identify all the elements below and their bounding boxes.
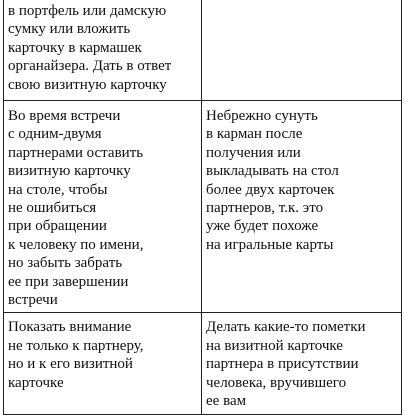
cell-line: Во время встречи: [8, 108, 121, 124]
cell-line: выкладывать на стол: [206, 163, 339, 180]
cell-line: органайзера. Дать в ответ: [8, 58, 172, 75]
cell-line: но забыть забрать: [8, 255, 123, 272]
cell-line: визитную карточку: [8, 163, 131, 180]
cell-line: не только к партнеру,: [8, 337, 144, 354]
table-cell-right: [202, 0, 402, 101]
cell-line: получения или: [206, 144, 301, 161]
cell-line: Небрежно сунуть: [206, 108, 318, 124]
table-row: [4, 101, 402, 313]
cell-line: карточке: [8, 374, 64, 391]
table-cell-left: [4, 101, 202, 313]
table-cell-right: [202, 313, 402, 414]
table-cell-right: [202, 101, 402, 313]
cell-line: при обращении: [8, 218, 107, 235]
cell-line: человека, вручившего: [206, 374, 347, 391]
cell-line: свою визитную карточку: [8, 76, 167, 93]
table-cell-left: [4, 313, 202, 414]
table-row: [4, 313, 402, 414]
cell-line: в портфель или дамскую: [8, 3, 167, 19]
cell-line: партнеров, т.к. это: [206, 200, 324, 217]
cell-line: более двух карточек: [206, 181, 335, 198]
cell-line: ее при завершении: [8, 273, 129, 290]
cell-line: в карман после: [206, 126, 303, 143]
cell-line: партнерами оставить: [8, 144, 144, 161]
cell-line: Показать внимание: [8, 319, 132, 336]
table-row: [4, 0, 402, 101]
cell-line: уже будет похоже: [206, 218, 319, 235]
cell-line: с одним-двумя: [8, 126, 102, 143]
cell-line: к человеку по имени,: [8, 236, 144, 253]
cell-line: на столе, чтобы: [8, 181, 108, 198]
cell-line: ее вам: [206, 393, 247, 410]
cell-line: но и к его визитной: [8, 356, 133, 373]
cell-line: на игральные карты: [206, 236, 334, 253]
cell-line: партнера в присутствии: [206, 356, 359, 373]
cell-line: Делать какие-то пометки: [206, 319, 366, 336]
etiquette-table: [3, 0, 402, 415]
table-cell-left: [4, 0, 202, 101]
cell-line: сумку или вложить: [8, 21, 131, 38]
cell-line: на визитной карточке: [206, 337, 343, 354]
cell-line: встречи: [8, 292, 58, 309]
cell-line: не ошибиться: [8, 200, 97, 217]
cell-line: карточку в кармашек: [8, 39, 142, 56]
